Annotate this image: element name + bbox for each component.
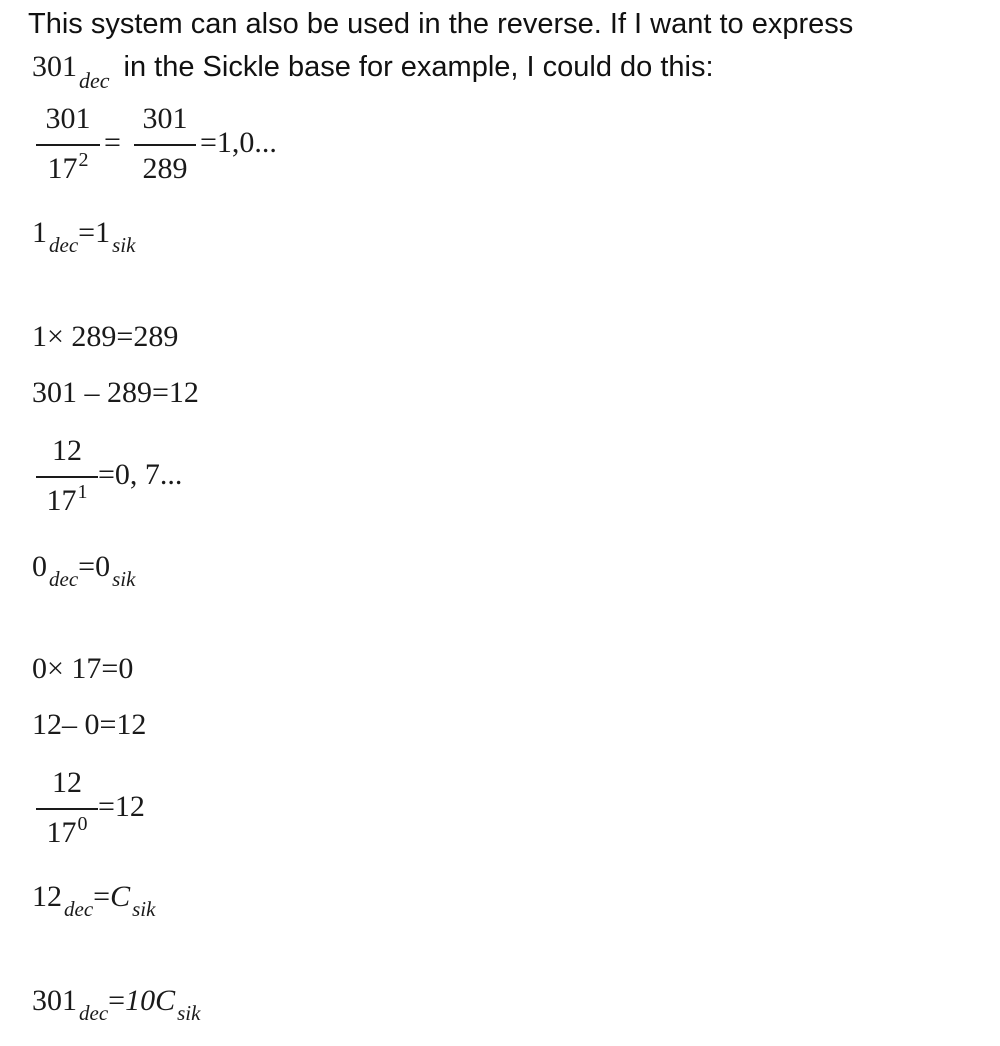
fraction-denominator: $17^2$ [47, 149, 89, 185]
multiplication-step-1: 1× 289=289 [32, 320, 179, 353]
fraction-12-over-17-power-0 [36, 768, 98, 848]
equals-sign: = [104, 126, 121, 159]
fraction-numerator: 301 [45, 102, 91, 135]
division-result: =0, 7... [98, 458, 183, 491]
intro-line-2 [32, 50, 714, 93]
fraction-denominator: 289 [142, 152, 188, 185]
digit-equivalence-1: $1_{dec}=1_{sik}$ [32, 216, 136, 257]
final-result: $301_{dec}=10C_{sik}$ [32, 984, 201, 1025]
fraction-denominator: $17^1$ [46, 481, 88, 517]
fraction-bar [36, 808, 98, 810]
intro-text: in the Sickle base for example, I could do this: [123, 51, 714, 83]
fraction-bar [36, 476, 98, 478]
digit-equivalence-3: $12_{dec}=C_{sik}$ [32, 880, 156, 921]
multiplication-step-2: 0× 17=0 [32, 652, 134, 685]
division-result: =1,0... [200, 126, 277, 159]
subtraction-step-2: 12– 0=12 [32, 708, 147, 741]
fraction-301-over-17-squared [36, 104, 100, 184]
fraction-numerator: 12 [52, 766, 82, 799]
fraction-numerator: 12 [52, 434, 82, 467]
division-result: =12 [98, 790, 145, 823]
intro-number-subscript: dec [79, 68, 110, 93]
fraction-12-over-17-power-1 [36, 436, 98, 516]
digit-equivalence-2: $0_{dec}=0_{sik}$ [32, 550, 136, 591]
fraction-numerator: 301 [142, 102, 188, 135]
fraction-denominator: $17^0$ [46, 813, 88, 849]
fraction-bar [36, 144, 100, 146]
subtraction-step-1: 301 – 289=12 [32, 376, 199, 409]
intro-number: 301 [32, 50, 77, 83]
fraction-301-over-289 [134, 104, 196, 184]
intro-line-1: This system can also be used in the reverse. If I want to express [28, 8, 854, 40]
fraction-bar [134, 144, 196, 146]
